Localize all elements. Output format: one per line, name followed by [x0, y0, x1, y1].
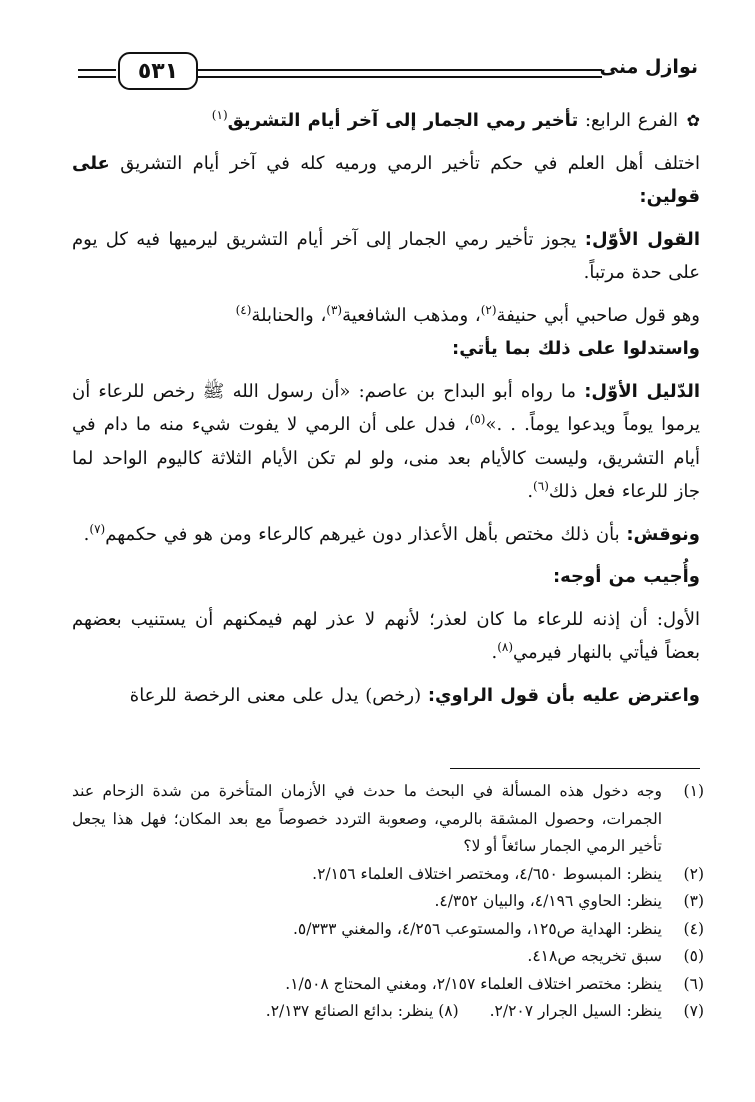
- footnotes: [72, 778, 704, 1026]
- counter-paragraph: [72, 679, 700, 713]
- main-text: [72, 104, 700, 712]
- holders-text-2: ، ومذهب الشافعية: [342, 304, 481, 326]
- footnote-5: [72, 943, 704, 971]
- footnote-text: ينظر: المبسوط ٤/٦٥٠، ومختصر اختلاف العلماء ٢/١٥٦.: [312, 864, 662, 883]
- evidence-intro: [72, 332, 700, 366]
- first-view-paragraph: [72, 223, 700, 290]
- intro-bold: على قولين:: [72, 152, 700, 207]
- footnote-number: (٦): [683, 974, 704, 993]
- footnote-text: سبق تخريجه ص٤١٨.: [527, 947, 662, 965]
- objection-paragraph: [72, 518, 700, 552]
- answer-1-paragraph: [72, 603, 700, 670]
- section-title: تأخير رمي الجمار إلى آخر أيام التشريق: [227, 110, 579, 131]
- running-header: [78, 52, 698, 94]
- objection-label: ونوقش:: [626, 523, 700, 545]
- footnote-ref-3: (٣): [326, 302, 343, 317]
- footnote-number: (٢): [683, 864, 704, 883]
- holders-text-3: ، والحنابلة: [251, 304, 327, 326]
- footnote-number: (٣): [683, 892, 704, 910]
- evidence-1-label: الدّليل الأوّل:: [584, 380, 701, 402]
- header-rule-left-top: [78, 69, 116, 71]
- running-title: نوازل منى: [599, 56, 698, 78]
- page-number: ٥٣١: [137, 58, 179, 84]
- footnote-ref-7: (٧): [89, 521, 106, 536]
- flower-ornament-icon: ✿: [686, 111, 700, 130]
- first-view-label: القول الأوّل:: [584, 228, 700, 250]
- first-view-text: يجوز تأخير رمي الجمار إلى آخر أيام التشريق ليرميها فيه كل يوم على حدة مرتباً.: [72, 228, 700, 283]
- holders-paragraph: [72, 299, 700, 333]
- evidence-1-text: ما رواه أبو البداح بن عاصم: «أن رسول الله ﷺ رخص للرعاء أن يرموا يوماً ويدعوا يوماً. . .»: [72, 380, 701, 435]
- evidence-1-text-2: ، فدل على أن الرمي لا يفوت شيء منه ما دام في أيام التشريق، وليست كالأيام بعد منى، ولو لم تكن الأيام الثلاثة كاليوم الواحد لما جاز للرعاء فعل ذلك: [72, 414, 700, 502]
- footnote-text: وجه دخول هذه المسألة في البحث ما حدث في الأزمان المتأخرة من شدة الزحام عند الجمرات، وحصول المشقة بالرمي، وصعوبة التردد خصوصاً مع بعد المكان؛ فهل هذا يجعل تأخير الرمي الجمار سائغاً أو لا؟: [72, 782, 662, 855]
- footnote-8: [266, 998, 459, 1026]
- intro-paragraph: [72, 147, 700, 214]
- footnote-separator: [450, 768, 700, 769]
- evidence-1-paragraph: [72, 375, 700, 509]
- footnote-text: ينظر: الهداية ص١٢٥، والمستوعب ٤/٢٥٦، والمغني ٥/٣٣٣.: [292, 919, 662, 938]
- footnote-number: (٧): [683, 1002, 704, 1020]
- counter-label: واعترض عليه بأن قول الراوي:: [427, 684, 700, 706]
- footnote-number: (٨): [438, 1002, 459, 1020]
- section-heading: [72, 104, 700, 138]
- counter-text: (رخص) يدل على معنى الرخصة للرعاة: [129, 684, 422, 706]
- footnote-6: [72, 971, 704, 999]
- header-rule-top: [196, 69, 602, 71]
- footnote-text: ينظر: الحاوي ٤/١٩٦، والبيان ٤/٣٥٢.: [434, 892, 662, 910]
- footnote-ref-6: (٦): [533, 479, 549, 493]
- footnote-ref-1: (١): [211, 108, 228, 122]
- footnote-number: (٥): [683, 947, 704, 965]
- evidence-intro-text: واستدلوا على ذلك بما يأتي:: [452, 338, 700, 359]
- footnote-text: ينظر: السيل الجرار ٢/٢٠٧.: [489, 1002, 662, 1020]
- header-rule-left-bottom: [78, 76, 116, 78]
- holders-text-1: وهو قول صاحبي أبي حنيفة: [496, 304, 700, 326]
- footnote-2: [72, 861, 704, 889]
- footnote-ref-2: (٢): [480, 302, 497, 317]
- intro-text: اختلف أهل العلم في حكم تأخير الرمي ورميه كله في آخر أيام التشريق: [120, 152, 700, 174]
- footnote-text: ينظر: مختصر اختلاف العلماء ٢/١٥٧، ومغني المحتاج ١/٥٠٨.: [285, 974, 662, 993]
- footnote-7: [72, 998, 704, 1026]
- footnote-3: [72, 888, 704, 916]
- answer-1-text: الأول: أن إذنه للرعاء ما كان لعذر؛ لأنهم لا عذر لهم فيمكنهم أن يستنيب بعضهم بعضاً فيأتي بالنهار فيرمي: [72, 608, 700, 663]
- footnote-number: (١): [683, 782, 704, 800]
- footnote-text: ينظر: بدائع الصنائع ٢/١٣٧.: [265, 1002, 434, 1020]
- objection-end: .: [83, 523, 90, 545]
- footnote-number: (٤): [683, 919, 704, 938]
- header-rule-bottom: [196, 76, 602, 78]
- footnote-1: [72, 778, 704, 861]
- answer-intro-text: وأُجيب من أوجه:: [552, 566, 700, 587]
- page-number-box: [118, 52, 198, 90]
- evidence-1-end: .: [527, 481, 534, 502]
- footnote-ref-5: (٥): [469, 412, 486, 426]
- section-label: الفرع الرابع:: [584, 110, 678, 131]
- footnote-ref-4: (٤): [235, 302, 252, 317]
- footnote-4: [72, 916, 704, 944]
- answer-1-end: .: [491, 642, 498, 663]
- objection-text: بأن ذلك مختص بأهل الأعذار دون غيرهم كالرعاء ومن هو في حكمهم: [105, 523, 620, 545]
- answer-intro: [72, 560, 700, 594]
- footnote-ref-8: (٨): [497, 640, 514, 654]
